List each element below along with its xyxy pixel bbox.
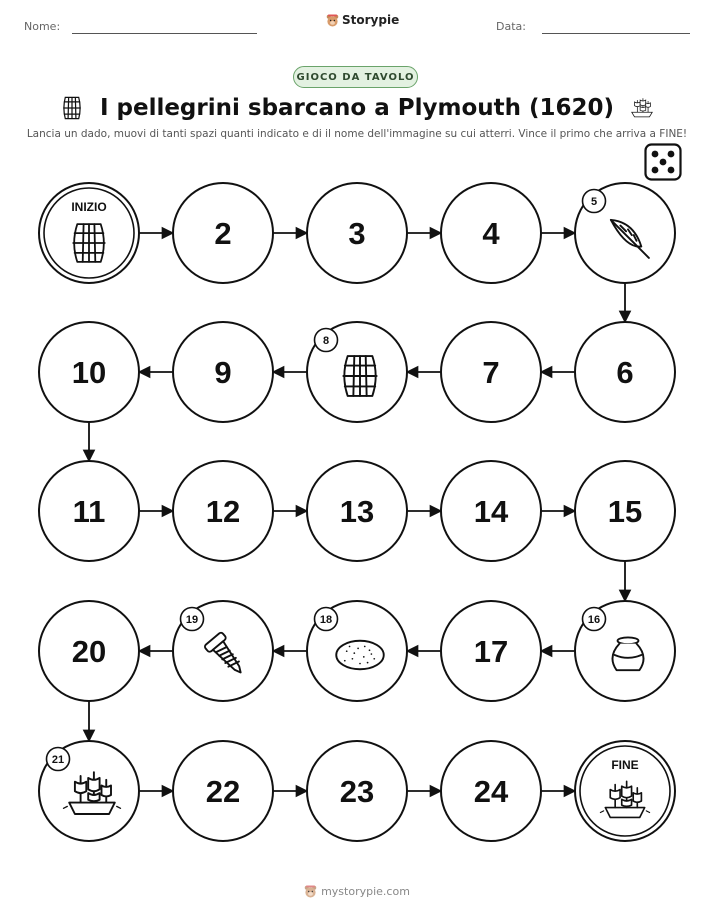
space-number: 23 (339, 774, 375, 809)
board-space-22[interactable] (173, 741, 273, 841)
board-space-13[interactable] (307, 461, 407, 561)
board-space-12[interactable] (173, 461, 273, 561)
board-space-24[interactable] (441, 741, 541, 841)
space-number: 19 (185, 614, 199, 626)
start-label: INIZIO (71, 200, 107, 214)
finish-label: FINE (611, 758, 639, 772)
space-number: 12 (205, 494, 241, 529)
space-number: 7 (482, 355, 500, 390)
board-space-20[interactable] (39, 601, 139, 701)
board-space-14[interactable] (441, 461, 541, 561)
space-number: 17 (473, 634, 509, 669)
board-space-10[interactable] (39, 322, 139, 422)
board-space-8[interactable] (307, 322, 407, 422)
board-space-1[interactable] (39, 183, 139, 283)
board-space-4[interactable] (441, 183, 541, 283)
space-number: 4 (482, 216, 500, 251)
board-space-25[interactable] (575, 741, 675, 841)
brand-name: Storypie (342, 13, 400, 27)
board-space-15[interactable] (575, 461, 675, 561)
board-space-16[interactable] (575, 601, 675, 701)
board-space-7[interactable] (441, 322, 541, 422)
board-space-17[interactable] (441, 601, 541, 701)
date-label: Data: (496, 20, 526, 33)
board-space-21[interactable] (39, 741, 139, 841)
space-number: 15 (607, 494, 643, 529)
space-number: 20 (71, 634, 107, 669)
space-number: 14 (473, 494, 509, 529)
space-number: 9 (214, 355, 232, 390)
space-number: 10 (71, 355, 107, 390)
board-space-3[interactable] (307, 183, 407, 283)
board-space-5[interactable] (575, 183, 675, 283)
board-space-19[interactable] (173, 601, 273, 701)
board-space-6[interactable] (575, 322, 675, 422)
space-number: 3 (348, 216, 366, 251)
space-number: 8 (322, 335, 330, 347)
bread-icon (336, 641, 384, 670)
board-space-11[interactable] (39, 461, 139, 561)
space-number: 2 (214, 216, 232, 251)
space-number: 21 (51, 754, 65, 766)
category-badge: GIOCO DA TAVOLO (293, 66, 418, 88)
barrel-icon (343, 356, 376, 396)
barrel-icon (73, 224, 105, 262)
instructions: Lancia un dado, muovi di tanti spazi quanti indicato e di il nome dell'immagine su cui atterri. Vince il primo che arriva a FINE! (26, 128, 688, 140)
footer-site: mystorypie.com (321, 885, 410, 898)
page-title: I pellegrini sbarcano a Plymouth (1620) (99, 95, 615, 121)
page-footer (0, 885, 714, 898)
space-number: 6 (616, 355, 634, 390)
space-number: 22 (205, 774, 241, 809)
bear-mascot-icon (304, 885, 317, 898)
space-number: 24 (473, 774, 509, 809)
space-number: 16 (587, 614, 601, 626)
space-number: 5 (590, 196, 598, 208)
board-space-18[interactable] (307, 601, 407, 701)
space-number: 18 (319, 614, 333, 626)
name-label: Nome: (24, 20, 61, 33)
board-space-9[interactable] (173, 322, 273, 422)
board-space-23[interactable] (307, 741, 407, 841)
space-number: 11 (72, 494, 106, 529)
board-space-2[interactable] (173, 183, 273, 283)
space-number: 13 (339, 494, 375, 529)
